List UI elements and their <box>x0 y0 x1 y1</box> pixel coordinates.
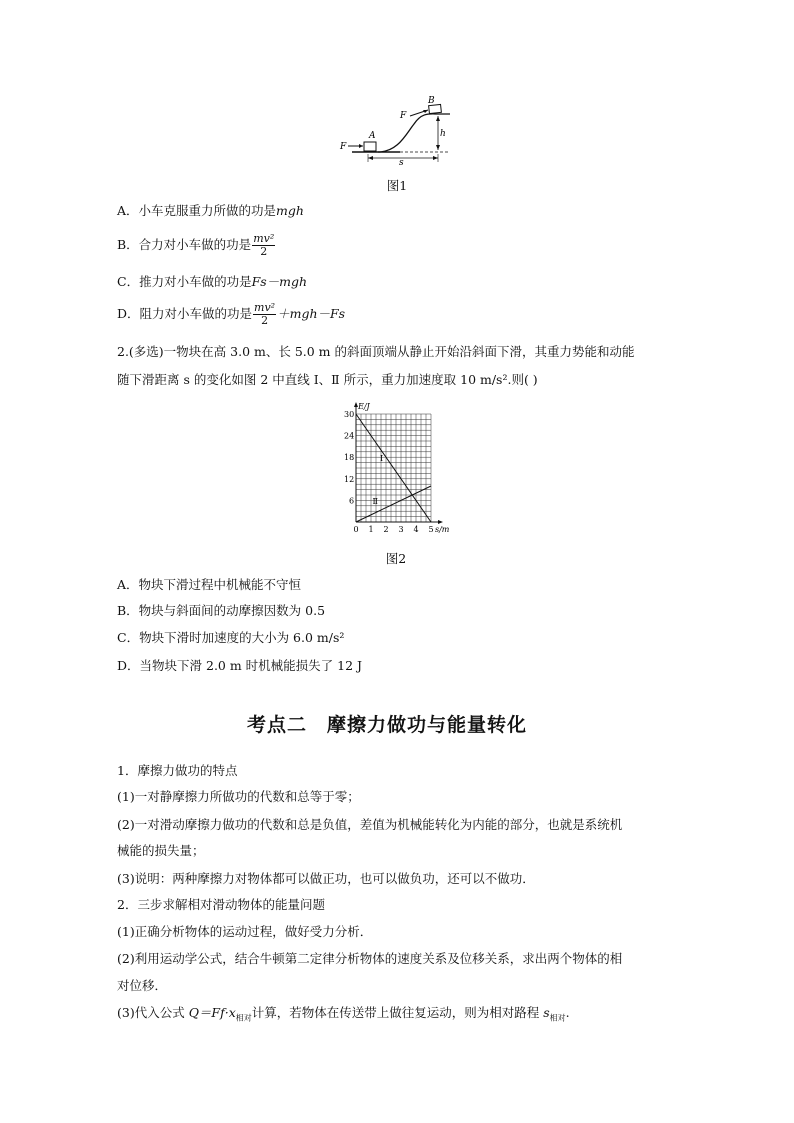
p6-sub-1: 相对 <box>235 1013 252 1023</box>
body-heading-2: 2．三步求解相对滑动物体的能量问题 <box>117 897 325 912</box>
q1-option-b-text: B．合力对小车做的功是 <box>117 237 252 252</box>
body-paragraph-2b: 械能的损失量； <box>117 843 205 858</box>
q1-option-a-text: A．小车克服重力所做的功是 <box>117 203 277 218</box>
body-heading-1: 1．摩擦力做功的特点 <box>117 763 238 778</box>
fig1-label-s: s <box>399 158 404 166</box>
body-paragraph-5b: 对位移． <box>117 978 168 993</box>
x-tick-label: 5 <box>428 525 434 534</box>
body-paragraph-6 <box>117 1005 570 1027</box>
y-tick-label: 18 <box>344 453 355 463</box>
q1-option-b <box>117 230 276 260</box>
p6-end: . <box>565 1005 570 1020</box>
fig1-label-a: A <box>369 131 376 141</box>
body-paragraph-5a: (2)利用运动学公式，结合牛顿第二定律分析物体的速度关系及位移关系，求出两个物体的相 <box>117 951 623 966</box>
body-paragraph-4: (1)正确分析物体的运动过程，做好受力分析． <box>117 924 373 939</box>
section-title: 考点二 摩擦力做功与能量转化 <box>247 714 528 736</box>
q2-stem-line-2: 随下滑距离 s 的变化如图 2 中直线 Ⅰ、Ⅱ 所示，重力加速度取 10 m/s².则( ) <box>117 372 538 387</box>
y-tick-label: 24 <box>344 431 355 441</box>
figure-2-caption: 图2 <box>385 551 407 566</box>
body-paragraph-2a: (2)一对滑动摩擦力做功的代数和总是负值，差值为机械能转化为内能的部分，也就是系统机 <box>117 817 623 832</box>
p6-formula: Q＝Ff·x <box>188 1005 236 1020</box>
q1-option-d-num: mv² <box>254 301 276 314</box>
fig1-label-f-left: F <box>340 142 347 152</box>
body-paragraph-3: (3)说明：两种摩擦力对物体都可以做正功，也可以做负功，还可以不做功． <box>117 871 535 886</box>
q1-option-b-num: mv² <box>253 232 275 245</box>
y-tick-label: 30 <box>344 410 355 419</box>
q1-option-b-fraction <box>252 233 275 258</box>
q1-option-c-text: C．推力对小车做的功是 <box>117 274 252 289</box>
q2-option-a: A．物块下滑过程中机械能不守恒 <box>117 577 302 592</box>
p6-mid: 计算，若物体在传送带上做往复运动，则为相对路程 <box>251 1005 544 1020</box>
x-tick-label: 0 <box>353 525 359 534</box>
q1-option-d-fraction <box>253 302 276 327</box>
q1-option-a-expr: mgh <box>276 203 304 218</box>
x-axis-label: s/m <box>435 525 450 534</box>
q1-option-d-tail: ＋mgh－Fs <box>277 306 346 321</box>
q2-option-c: C．物块下滑时加速度的大小为 6.0 m/s² <box>117 630 345 645</box>
y-tick-label: 6 <box>349 496 355 506</box>
q2-option-d: D．当物块下滑 2.0 m 时机械能损失了 12 J <box>117 658 363 673</box>
p6-s: s <box>543 1005 550 1020</box>
y-tick-label: 12 <box>344 474 355 484</box>
q1-option-b-den: 2 <box>260 245 268 258</box>
p6-sub-2: 相对 <box>549 1013 566 1023</box>
q2-stem-line-1: 2.(多选)一物块在高 3.0 m、长 5.0 m 的斜面顶端从静止开始沿斜面下滑，其重力势能和动能 <box>117 344 635 359</box>
figure-2-chart <box>336 395 456 543</box>
x-tick-label: 4 <box>413 525 419 534</box>
q1-option-c <box>117 274 307 290</box>
q1-option-c-expr: Fs－mgh <box>251 274 308 289</box>
figure-1-caption: 图1 <box>386 178 408 193</box>
figure-1-diagram <box>338 94 456 166</box>
fig1-label-f-top: F <box>400 111 407 121</box>
q1-option-d <box>117 299 345 329</box>
x-tick-label: 2 <box>383 525 389 534</box>
q1-option-d-text: D．阻力对小车做的功是 <box>117 306 253 321</box>
x-tick-label: 3 <box>398 525 404 534</box>
p6-pre: (3)代入公式 <box>117 1005 189 1020</box>
fig1-label-b: B <box>428 96 435 106</box>
x-tick-label: 1 <box>368 525 374 534</box>
fig1-label-h: h <box>440 129 446 139</box>
q1-option-a <box>117 203 304 219</box>
series-label-1: Ⅰ <box>380 453 384 463</box>
q2-option-b: B．物块与斜面间的动摩擦因数为 0.5 <box>117 603 326 618</box>
series-label-2: Ⅱ <box>372 497 378 506</box>
y-axis-label: E/J <box>358 402 370 411</box>
body-paragraph-1: (1)一对静摩擦力所做功的代数和总等于零； <box>117 789 360 804</box>
x-axis-arrow <box>438 520 443 524</box>
q1-option-d-den: 2 <box>261 314 269 327</box>
